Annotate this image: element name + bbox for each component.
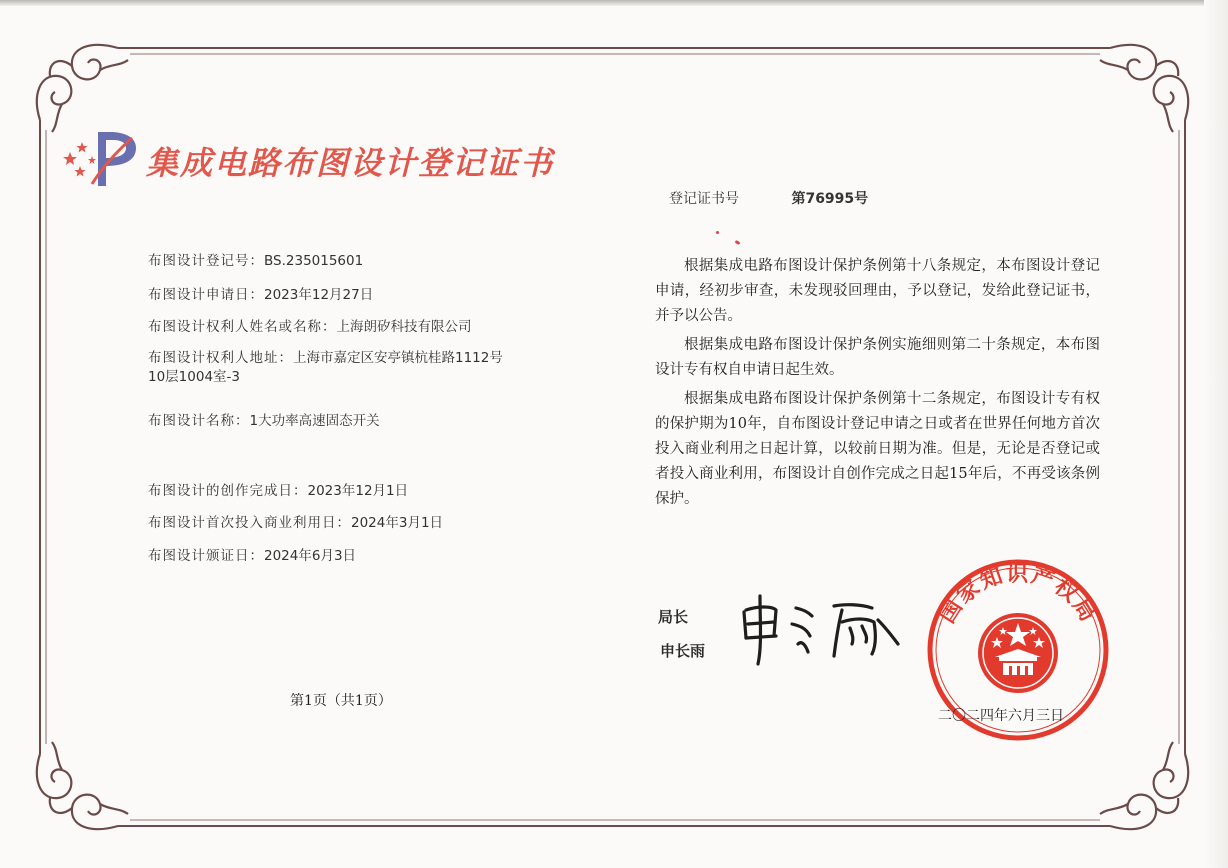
- cert-number-label: 登记证书号: [669, 191, 739, 207]
- ip-logo-icon: [62, 128, 142, 192]
- seal-text: 国家知识产权局: [934, 562, 1102, 628]
- page-number: 第1页（共1页）: [290, 693, 392, 709]
- national-emblem-icon: [978, 613, 1058, 693]
- field-application-date: 布图设计申请日：2023年12月27日: [148, 287, 374, 303]
- director-signature: [738, 590, 908, 670]
- certificate-title: 集成电路布图设计登记证书: [146, 144, 555, 182]
- director-name: 申长雨: [660, 642, 706, 660]
- field-first-commercial-use-date: 布图设计首次投入商业利用日：2024年3月1日: [148, 515, 444, 531]
- director-title: 局长: [658, 608, 689, 626]
- cert-number-value: 第76995号: [791, 191, 869, 207]
- issue-date-text: 二〇二四年六月三日: [938, 708, 1064, 724]
- field-issue-date: 布图设计颁证日：2024年6月3日: [148, 548, 357, 564]
- paragraph-effective-date: 根据集成电路布图设计保护条例实施细则第二十条规定，本布图设计专有权自申请日起生效。: [655, 337, 1100, 378]
- paragraph-protection-period: 根据集成电路布图设计保护条例第十二条规定，布图设计专有权的保护期为10年，自布图设计登记申请之日或者在世界任何地方首次投入商业利用之日起计算，以较前日期为准。但是，无论是否登记或者投入商业利用，布图设计自创作完成之日起15年后，不再受该条例保护。: [655, 391, 1100, 507]
- paragraph-registration-basis: 根据集成电路布图设计保护条例第十八条规定，本布图设计登记申请，经初步审查，未发现驳回理由，予以登记，发给此登记证书，并予以公告。: [655, 258, 1100, 324]
- field-owner-name: 布图设计权利人姓名或名称：上海朗矽科技有限公司: [148, 319, 472, 335]
- field-owner-address: 布图设计权利人地址：上海市嘉定区安亭镇杭桂路1112号10层1004室-3: [148, 350, 503, 385]
- field-registration-no: 布图设计登记号：BS.235015601: [148, 253, 364, 269]
- field-design-name: 布图设计名称：1大功率高速固态开关: [148, 413, 380, 429]
- field-creation-date: 布图设计的创作完成日：2023年12月1日: [148, 483, 409, 499]
- cert-number: [669, 188, 868, 208]
- ink-mark: [716, 231, 719, 234]
- certificate-header: [62, 128, 562, 192]
